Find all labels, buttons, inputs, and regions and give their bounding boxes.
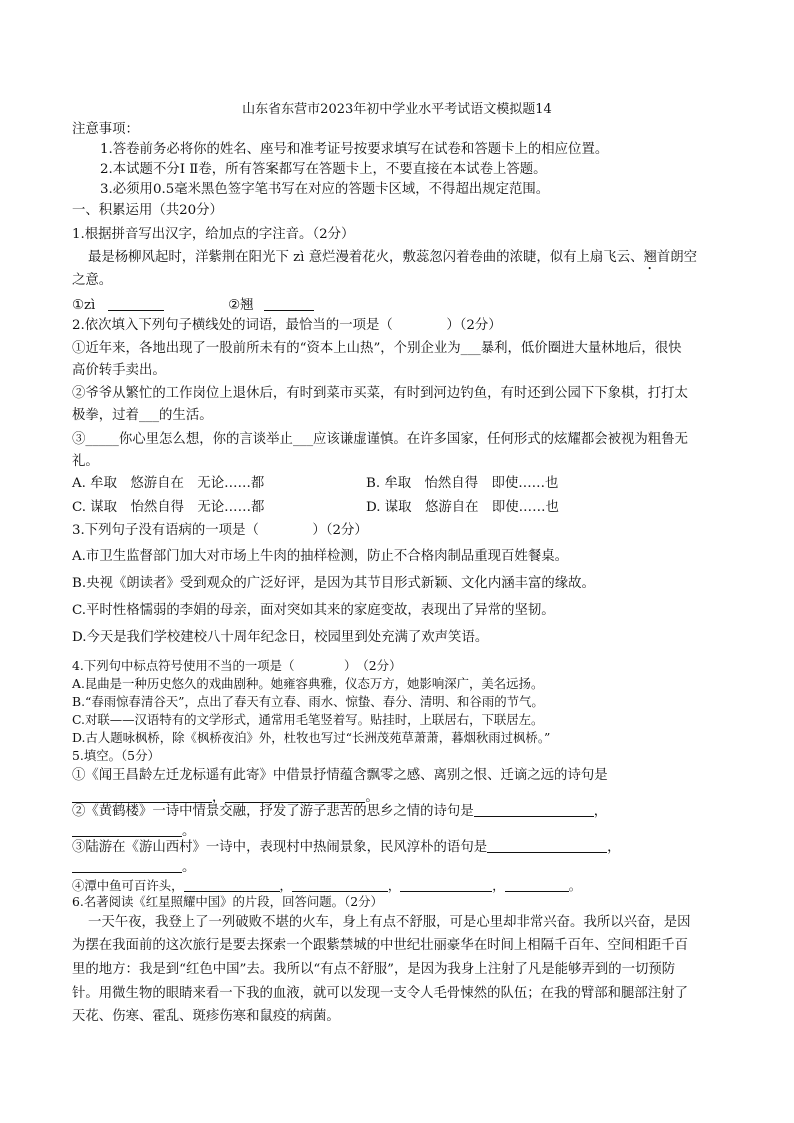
q5-line1: ①《闻王昌龄左迁龙标遥有此寄》中借景抒情蕴含飘零之感、离别之恨、迁谪之远的诗句是 bbox=[72, 768, 608, 783]
q1-text-a: 最是杨柳风起时，洋紫荆在阳光下 zì 意烂漫着花火，敷蕊忽闪着卷曲的浓睫，似有上扇飞云、 bbox=[88, 250, 644, 265]
q6-passage-line4: 针。用微生物的眼睛来看一下我的血液，就可以发现一支令人毛骨悚然的队伍；在我的臂部和腿部注射了 bbox=[72, 986, 688, 1001]
q5-blank-5 bbox=[487, 838, 607, 853]
q3-stem: 3.下列句子没有语病的一项是（ ）（2分） bbox=[72, 523, 368, 538]
q1-passage-line1 bbox=[88, 248, 754, 273]
q2-sentence2-a: ②爷爷从繁忙的工作岗位上退休后，有时到菜市买菜，有时到河边钓鱼，有时还到公园下下象棋，打打太 bbox=[72, 386, 688, 401]
q4-option-a: A.昆曲是一种历史悠久的戏曲剧种。她雍容典雅，仪态万方，她影响深广，美名远扬。 bbox=[72, 676, 544, 691]
q5-blank-2 bbox=[225, 788, 365, 803]
q6-passage-line5: 天花、伤寒、霍乱、斑疹伤寒和鼠疫的病菌。 bbox=[72, 1009, 340, 1024]
q5-period: 。 bbox=[182, 824, 196, 839]
q5-line3-text: ③陆游在《游山西村》一诗中，表现村中热闹景象，民风淳朴的语句是 bbox=[72, 840, 488, 855]
q1-dotted-char: 翘 bbox=[643, 250, 657, 265]
q5-blank-7 bbox=[184, 877, 280, 892]
q5-line3-answer bbox=[72, 858, 754, 878]
q5-comma: ， bbox=[593, 804, 608, 819]
q5-blank-6 bbox=[72, 858, 182, 873]
q4-option-d: D.古人题咏枫桥，除《枫桥夜泊》外，杜牧也写过“长洲茂苑草萧萧，暮烟秋雨过枫桥。” bbox=[72, 730, 551, 745]
q3-option-b: B.央视《朗读者》受到观众的广泛好评，是因为其节目形式新颖、文化内涵丰富的缘故。 bbox=[72, 576, 595, 591]
q6-passage-line3: 里的地方：我是到“红色中国”去。我所以“有点不舒服”，是因为我身上注射了凡是能够弄到的一切预防 bbox=[72, 962, 676, 977]
q1-passage-line2: 之意。 bbox=[72, 273, 113, 288]
q5-comma: ， bbox=[279, 878, 292, 893]
q2-sentence3-a: ③_____你心里怎么想，你的言谈举止___应该谦虚谨慎。在许多国家，任何形式的炫耀都会被视为粗鲁无 bbox=[72, 432, 688, 447]
q5-line4-text: ④潭中鱼可百许头， bbox=[72, 878, 184, 893]
q5-period: 。 bbox=[568, 878, 582, 893]
q6-stem: 6.名著阅读《红星照耀中国》的片段，回答问题。（2分） bbox=[72, 894, 383, 909]
notice-item-2: 2.本试题不分Ⅰ Ⅱ卷，所有答案都写在答题卡上，不要直接在本试卷上答题。 bbox=[100, 162, 547, 177]
q5-blank-4 bbox=[72, 822, 182, 837]
q5-comma: ， bbox=[492, 878, 505, 893]
q1-stem: 1.根据拼音写出汉字，给加点的字注音。（2分） bbox=[72, 227, 355, 242]
q1-blanks bbox=[72, 296, 754, 316]
q3-option-d: D.今天是我们学校建校八十周年纪念日，校园里到处充满了欢声笑语。 bbox=[72, 630, 489, 645]
q5-comma: ， bbox=[212, 790, 226, 805]
notice-heading: 注意事项： bbox=[72, 122, 139, 137]
q3-option-a: A.市卫生监督部门加大对市场上牛肉的抽样检测，防止不合格肉制品重现百姓餐桌。 bbox=[72, 549, 568, 564]
q6-passage-line1: 一天午夜，我登上了一列破败不堪的火车，身上有点不舒服，可是心里却非常兴奋。我所以兴奋，是因 bbox=[88, 915, 691, 930]
page-title: 山东省东营市2023年初中学业水平考试语文模拟题14 bbox=[242, 102, 552, 117]
q2-option-b: B. 牟取 怡然自得 即使……也 bbox=[366, 476, 559, 491]
q5-stem: 5.填空。（5分） bbox=[72, 748, 160, 763]
q1-text-b: 首朗空 bbox=[656, 250, 698, 265]
q2-option-d: D. 谋取 悠游自在 即使……也 bbox=[366, 500, 559, 515]
q2-option-a: A. 牟取 悠游自在 无论……都 bbox=[72, 476, 265, 491]
q2-stem: 2.依次填入下列句子横线处的词语，最恰当的一项是（ ）（2分） bbox=[72, 318, 502, 333]
q5-blank-1 bbox=[72, 788, 212, 803]
q3-option-c: C.平时性格懦弱的李娟的母亲，面对突如其来的家庭变故，表现出了异常的坚韧。 bbox=[72, 603, 555, 618]
q2-sentence1-b: 高价转手卖出。 bbox=[72, 363, 166, 378]
q4-stem: 4.下列句中标点符号使用不当的一项是（ ） （2分） bbox=[72, 658, 402, 673]
q5-line3 bbox=[72, 838, 754, 858]
q1-blank1-label: ①zì bbox=[72, 298, 96, 313]
q5-period: 。 bbox=[365, 790, 379, 805]
q5-line2 bbox=[72, 802, 754, 822]
q5-blank-9 bbox=[400, 877, 492, 892]
q4-option-c: C.对联——汉语特有的文学形式，通常用毛笔竖着写。贴挂时，上联居右，下联居左。 bbox=[72, 712, 544, 727]
q5-blank-10 bbox=[505, 877, 569, 892]
section-heading: 一、积累运用（共20分） bbox=[72, 203, 223, 218]
q2-sentence3-b: 礼。 bbox=[72, 454, 99, 469]
notice-item-1: 1.答卷前务必将你的姓名、座号和准考证号按要求填写在试卷和答题卡上的相应位置。 bbox=[100, 142, 609, 157]
q1-blank2-line bbox=[264, 296, 314, 311]
q2-sentence1-a: ①近年来，各地出现了一股前所未有的“资本上山热”，个别企业为___暴利，低价圈进大量林地后，很快 bbox=[72, 341, 682, 356]
q5-period: 。 bbox=[182, 860, 196, 875]
q2-option-c: C. 谋取 怡然自得 无论……都 bbox=[72, 500, 265, 515]
q1-blank1-line bbox=[108, 296, 164, 311]
q5-blank-3 bbox=[474, 802, 594, 817]
q5-blank-8 bbox=[292, 877, 388, 892]
q5-comma: ， bbox=[607, 840, 621, 855]
notice-item-3: 3.必须用0.5毫米黑色签字笔书写在对应的答题卡区域，不得超出规定范围。 bbox=[100, 182, 550, 197]
q2-sentence2-b: 极拳，过着___的生活。 bbox=[72, 408, 213, 423]
q4-option-b: B.“春雨惊春清谷天”，点出了春天有立春、雨水、惊蛰、春分、清明、和谷雨的节气。 bbox=[72, 694, 544, 709]
q6-passage-line2: 为摆在我面前的这次旅行是要去探索一个跟紫禁城的中世纪壮丽豪华在时间上相隔千百年、空间相距千百 bbox=[72, 938, 688, 953]
q5-line2-text: ②《黄鹤楼》一诗中情景交融，抒发了游子悲苦的思乡之情的诗句是 bbox=[72, 804, 474, 819]
q5-comma: ， bbox=[387, 878, 401, 893]
q1-blank2-label: ②翘 bbox=[228, 298, 254, 313]
